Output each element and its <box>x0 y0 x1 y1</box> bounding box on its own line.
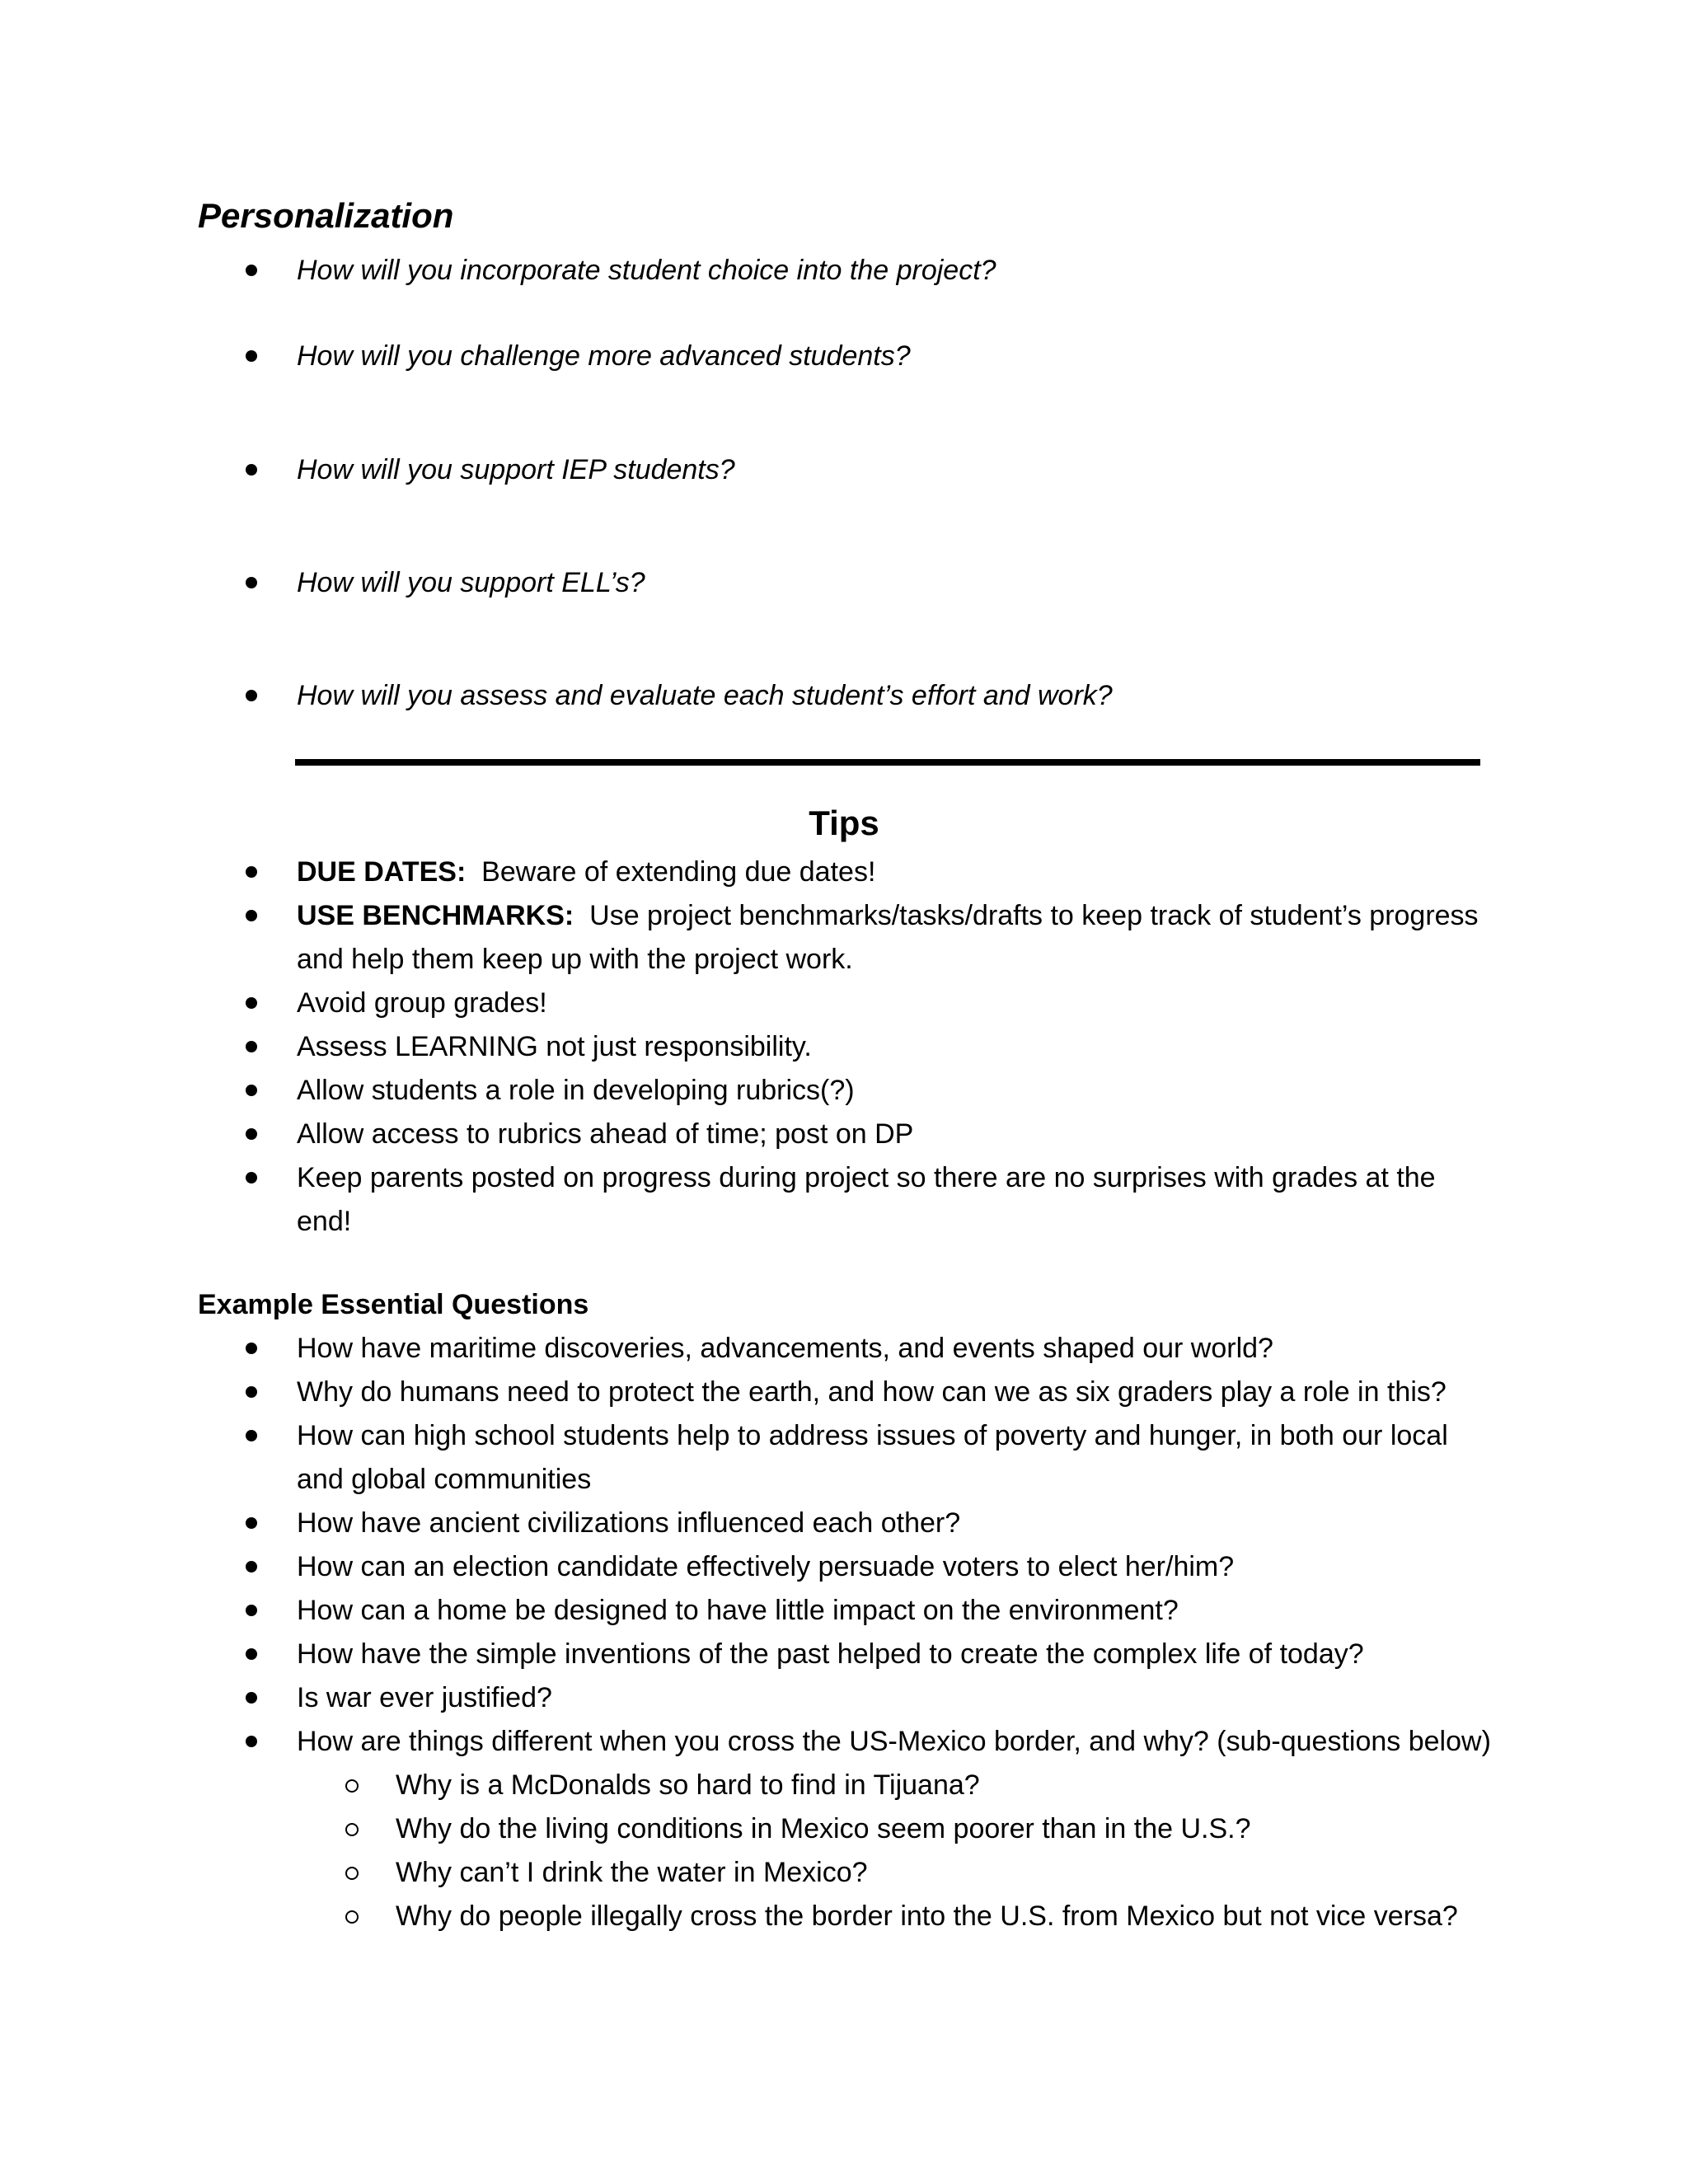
bullet-icon <box>246 265 257 276</box>
bullet-icon <box>246 464 257 476</box>
bullet-icon <box>246 910 257 921</box>
bullet-icon <box>246 1430 257 1441</box>
bullet-icon <box>246 866 257 878</box>
tip-label: USE BENCHMARKS: <box>297 900 574 931</box>
circle-bullet-icon <box>345 1823 359 1836</box>
bullet-icon <box>246 1085 257 1096</box>
bullet-icon <box>246 690 257 701</box>
bullet-icon <box>246 1692 257 1704</box>
bullet-icon <box>246 350 257 362</box>
bullet-icon <box>246 1386 257 1398</box>
bullet-icon <box>246 1041 257 1052</box>
section-divider <box>295 759 1480 766</box>
tips-heading: Tips <box>809 804 879 842</box>
examples-heading: Example Essential Questions <box>198 1289 589 1320</box>
bullet-icon <box>246 1517 257 1529</box>
circle-bullet-icon <box>345 1779 359 1793</box>
bullet-icon <box>246 1648 257 1660</box>
bullet-icon <box>246 1172 257 1183</box>
bullet-icon <box>246 997 257 1009</box>
personalization-heading: Personalization <box>198 196 454 235</box>
bullet-icon <box>246 1736 257 1747</box>
document-page: Personalization How will you incorporate student choice into the project? How will you challenge more advanced students? How will you support IEP students? How will you support ELL’s? How will you assess and evaluate each student’s effort and work? Tips DUE DATES: Beware of extending due dates! USE BENCHMARKS: Use project benchmarks/tasks/drafts to keep track of student’s progress and help them keep up with the project work. Avoid group grades! Assess LEARNING not just responsibility. Allow students a role in developing rubrics(?) Allow access to rubrics ahead of time; post on DP Keep parents posted on progress during project so there are no surprises with grades at the end! Example Essential Questions How have maritime discoveries, advancements, and events shaped our world? Why do humans need to protect the earth, and how can we as six graders play a role in this? How can high school students help to address issues of poverty and hunger, in both our local and global communities How have ancient civilizations influenced each other? How can an election candidate effectively persuade voters to elect her/him? How can a home be designed to have little impact on the environment? How have the simple inventions of the past helped to create the complex life of today? Is war ever justified? How are things different when you cross the US-Mexico border, and why? (sub-questions below) Why is a McDonalds so hard to find in Tijuana? Why do the living conditions in Mexico seem poorer than in the U.S.? Why can’t I drink the water in Mexico? Why do people illegally cross the border into the U.S. from Mexico but not vice versa? <box>0 0 1688 2184</box>
bullet-icon <box>246 1128 257 1140</box>
circle-bullet-icon <box>345 1910 359 1924</box>
circle-bullet-icon <box>345 1867 359 1880</box>
bullet-icon <box>246 1605 257 1616</box>
bullet-icon <box>246 1561 257 1572</box>
tip-label: DUE DATES: <box>297 856 467 888</box>
bullet-icon <box>246 577 257 588</box>
bullet-icon <box>246 1343 257 1354</box>
